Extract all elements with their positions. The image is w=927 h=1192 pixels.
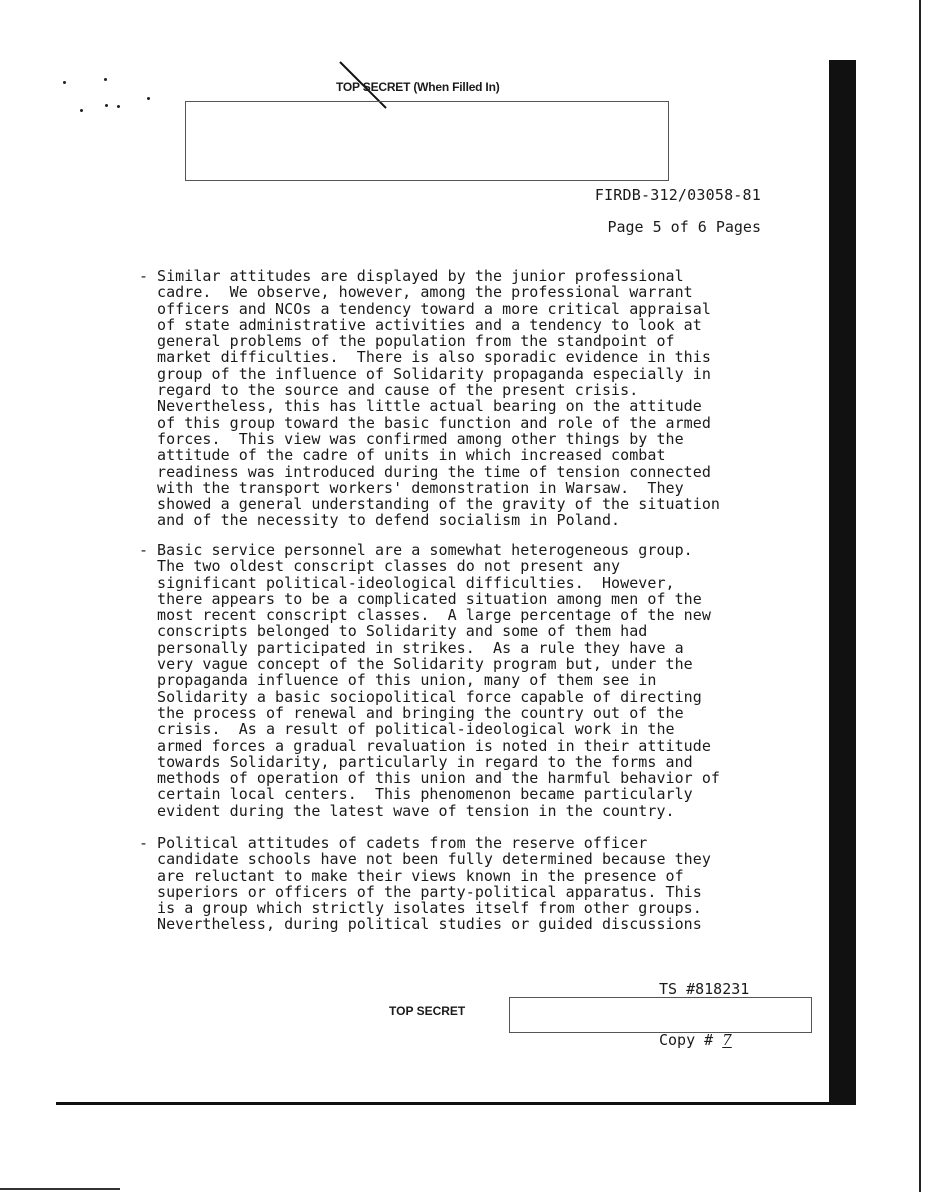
scan-speck (105, 104, 108, 107)
text-line: conscripts belonged to Solidarity and some of them had (157, 622, 648, 641)
paragraph-basic-service (139, 542, 779, 822)
text-line: armed forces a gradual revaluation is noted in their attitude (157, 736, 711, 755)
text-line: methods of operation of this union and the harmful behavior of (157, 769, 721, 788)
text-line: Nevertheless, during political studies or guided discussions (157, 915, 702, 934)
text-line: Solidarity a basic sociopolitical force capable of directing (157, 687, 702, 706)
copy-label: Copy # (659, 1031, 714, 1049)
footer-classification: TOP SECRET (389, 1004, 466, 1018)
scan-speck (117, 105, 120, 108)
paragraph-junior-cadre (139, 268, 779, 530)
text-line: forces. This view was confirmed among other things by the (157, 429, 684, 448)
text-line: attitude of the cadre of units in which increased combat (157, 446, 666, 465)
text-line: Political attitudes of cadets from the reserve officer (157, 834, 648, 852)
text-line: and of the necessity to defend socialism in Poland. (157, 511, 621, 530)
text-line: significant political-ideological difficulties. However, (157, 573, 675, 592)
text-line: readiness was introduced during the time of tension connected (157, 462, 711, 481)
copy-number: 7 (722, 1031, 732, 1049)
text-line: Nevertheless, this has little actual bearing on the attitude (157, 397, 702, 416)
paragraph-body (157, 542, 720, 819)
text-line: evident during the latest wave of tension in the country. (157, 801, 675, 820)
classification-box-bottom (509, 997, 812, 1033)
scan-speck (80, 109, 83, 112)
text-line: candidate schools have not been fully determined because they (157, 850, 711, 869)
scan-bottom-rule (56, 1102, 856, 1105)
text-line: Basic service personnel are a somewhat heterogeneous group. (157, 541, 693, 559)
paragraph-cadets (139, 835, 779, 935)
text-line: the process of renewal and bringing the country out of the (157, 703, 684, 722)
text-line: officers and NCOs a tendency toward a more critical appraisal (157, 299, 711, 318)
text-line: propaganda influence of this union, many of them see in (157, 671, 657, 690)
scan-edge-bar (829, 60, 856, 1104)
scan-speck (104, 78, 107, 81)
text-line: certain local centers. This phenomenon became particularly (157, 785, 693, 804)
ts-control-number: TS #818231 (659, 980, 750, 998)
corner-rule (0, 1188, 120, 1190)
text-line: most recent conscript classes. A large percentage of the new (157, 606, 711, 625)
page-number: Page 5 of 6 Pages (607, 218, 761, 236)
text-line: showed a general understanding of the gravity of the situation (157, 495, 721, 514)
text-line: The two oldest conscript classes do not present any (157, 557, 621, 576)
paragraph-body (157, 835, 711, 933)
bullet-dash: - (139, 541, 149, 559)
text-line: is a group which strictly isolates itself from other groups. (157, 899, 702, 918)
text-line: superiors or officers of the party-political apparatus. This (157, 882, 702, 901)
text-line: regard to the source and cause of the present crisis. (157, 381, 639, 400)
text-line: very vague concept of the Solidarity program but, under the (157, 655, 693, 674)
text-line: market difficulties. There is also sporadic evidence in this (157, 348, 711, 367)
text-line: of state administrative activities and a tendency to look at (157, 315, 702, 334)
header-classification: TOP SECRET (When Filled In) (336, 80, 500, 94)
text-line: of this group toward the basic function and role of the armed (157, 413, 711, 432)
text-line: Similar attitudes are displayed by the junior professional (157, 267, 684, 285)
scan-speck (147, 97, 150, 100)
text-line: towards Solidarity, particularly in regard to the forms and (157, 752, 693, 771)
classification-box-top (185, 101, 669, 181)
paragraph-body (157, 268, 720, 529)
text-line: cadre. We observe, however, among the professional warrant (157, 283, 693, 302)
copy-line (659, 1032, 749, 1049)
text-line: group of the influence of Solidarity propaganda especially in (157, 364, 711, 383)
text-line: are reluctant to make their views known in the presence of (157, 866, 684, 885)
text-line: general problems of the population from the standpoint of (157, 332, 675, 351)
bullet-dash: - (139, 267, 149, 285)
text-line: there appears to be a complicated situation among men of the (157, 589, 702, 608)
text-line: personally participated in strikes. As a rule they have a (157, 638, 684, 657)
page-edge-line (919, 0, 921, 1192)
text-line: crisis. As a result of political-ideological work in the (157, 720, 675, 739)
text-line: with the transport workers' demonstration in Warsaw. They (157, 478, 684, 497)
scan-speck (63, 81, 66, 84)
document-reference: FIRDB-312/03058-81 (594, 186, 761, 204)
bullet-dash: - (139, 834, 149, 852)
